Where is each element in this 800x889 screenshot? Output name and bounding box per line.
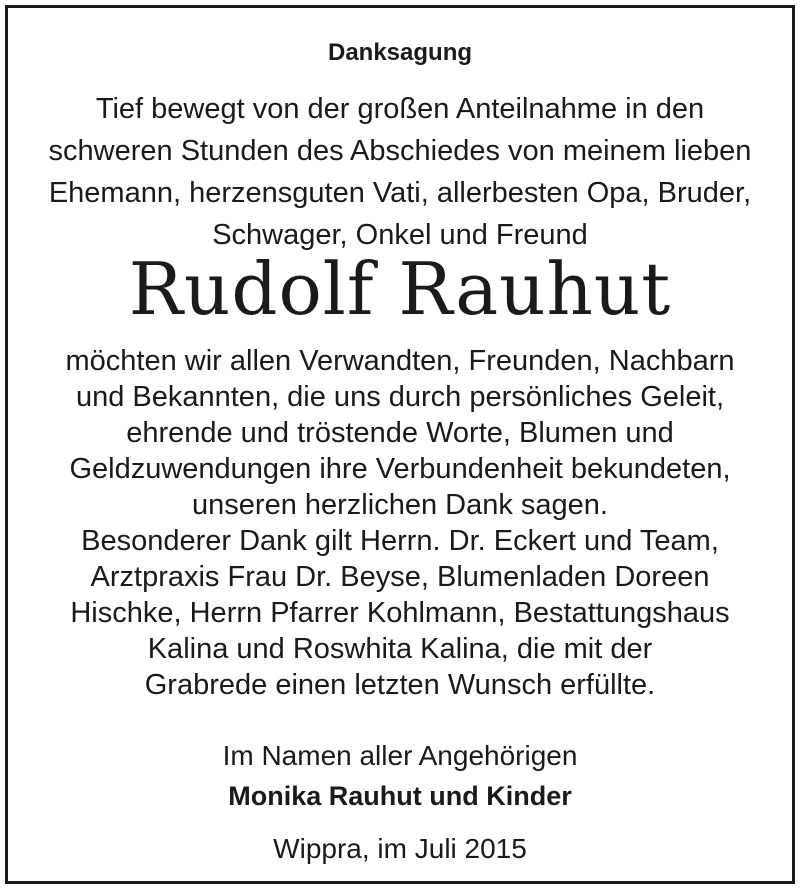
body-line: möchten wir allen Verwandten, Freunden, Nachbarn	[65, 345, 735, 377]
signature: Monika Rauhut und Kinder	[228, 781, 572, 811]
body-line: ehrende und tröstende Worte, Blumen und	[126, 417, 674, 449]
place-date: Wippra, im Juli 2015	[273, 833, 527, 864]
intro-line: Tief bewegt von der großen Anteilnahme in den	[95, 93, 705, 125]
body-line: Hischke, Herrn Pfarrer Kohlmann, Bestattungshaus	[70, 597, 730, 629]
body-line: Grabrede einen letzten Wunsch erfüllte.	[144, 669, 656, 701]
intro-line: schweren Stunden des Abschiedes von meinem lieben	[48, 135, 752, 167]
notice-heading: Danksagung	[327, 39, 473, 66]
thanks-paragraph	[8, 343, 792, 703]
body-line: Besonderer Dank gilt Herrn. Dr. Eckert und Team,	[81, 525, 719, 557]
body-line: Geldzuwendungen ihre Verbundenheit bekundeten,	[69, 453, 731, 485]
intro-paragraph	[8, 88, 792, 256]
notice-frame	[5, 5, 795, 884]
deceased-name: Rudolf Rauhut	[128, 247, 672, 331]
body-line: und Bekannten, die uns durch persönliches Geleit,	[75, 381, 725, 413]
closing-line: Im Namen aller Angehörigen	[222, 740, 578, 771]
body-line: unseren herzlichen Dank sagen.	[192, 489, 608, 521]
body-line: Kalina und Roswhita Kalina, die mit der	[147, 633, 653, 665]
intro-line: Ehemann, herzensguten Vati, allerbesten Opa, Bruder,	[48, 177, 752, 209]
intro-line: Schwager, Onkel und Freund	[212, 219, 588, 251]
body-line: Arztpraxis Frau Dr. Beyse, Blumenladen Doreen	[90, 561, 710, 593]
